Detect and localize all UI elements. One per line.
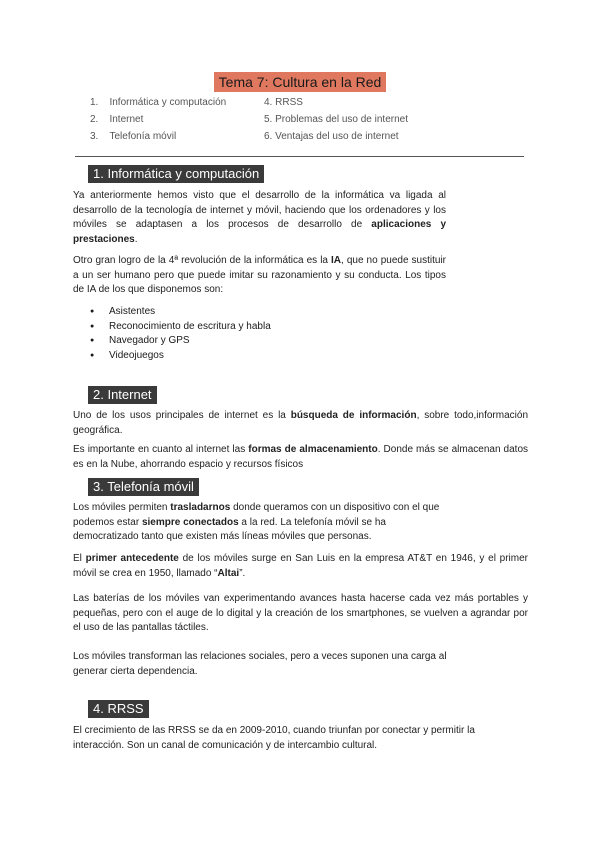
paragraph-telefonia-4: Los móviles transforman las relaciones sociales, pero a veces suponen una carga al generar cierta dependencia. — [73, 651, 447, 677]
paragraph-rrss-1: El crecimiento de las RRSS se da en 2009-2010, cuando triunfan por conectar y permitir la interacción. Son un canal de comunicación y de intercambio cultural. — [73, 725, 475, 751]
toc-item-5: 5. Problemas del uso de internet — [264, 114, 408, 125]
toc-item-1: 1. Informática y computación — [90, 97, 227, 108]
toc-item-3: 3. Telefonía móvil — [90, 131, 177, 142]
paragraph-telefonia-3: Las baterías de los móviles van experimentando avances hasta hacerse cada vez más portables y pequeñas, pero con el auge de lo digital y la creación de los smartphones, se vuelven a agrandar por el uso de las pantallas táctiles. — [73, 593, 528, 633]
list-item: ● Navegador y GPS — [90, 334, 271, 349]
paragraph-telefonia-1: Los móviles permiten trasladarnos donde queramos con un dispositivo con el que podemos estar siempre conectados a la red. La telefonía móvil se ha democratizado tanto que existen más líneas móviles que personas. — [73, 502, 440, 542]
heading-telefonia: 3. Telefonía móvil — [88, 478, 199, 496]
list-item: ● Reconocimiento de escritura y habla — [90, 320, 271, 335]
heading-internet: 2. Internet — [88, 386, 157, 404]
toc-item-2: 2. Internet — [90, 114, 144, 125]
toc-item-6: 6. Ventajas del uso de internet — [264, 131, 399, 142]
paragraph-telefonia-2: El primer antecedente de los móviles surge en San Luis en la empresa AT&T en 1946, y el primer móvil se crea en 1950, llamado “Altai”. — [73, 553, 528, 579]
paragraph-informatica-2: Otro gran logro de la 4ª revolución de la informática es la IA, que no puede sustituir a un ser humano pero que puede imitar su razonamiento y su conducta. Los tipos de IA de los que disponemos son: — [73, 255, 446, 295]
paragraph-internet-1: Uno de los usos principales de internet es la búsqueda de información, sobre todo,información geográfica. — [73, 410, 528, 436]
heading-informatica: 1. Informática y computación — [88, 165, 264, 183]
page-title: Tema 7: Cultura en la Red — [214, 72, 387, 92]
list-item: ● Asistentes — [90, 305, 271, 320]
divider — [75, 156, 524, 157]
title-wrap — [0, 72, 600, 92]
paragraph-informatica-1: Ya anteriormente hemos visto que el desarrollo de la informática va ligada al desarrollo de la tecnología de internet y móvil, haciendo que los ordenadores y los móviles se adaptasen a los procesos de desarrollo de aplicaciones y prestaciones. — [73, 190, 447, 245]
heading-rrss: 4. RRSS — [88, 700, 149, 718]
paragraph-internet-2: Es importante en cuanto al internet las formas de almacenamiento. Donde más se almacenan datos es en la Nube, ahorrando espacio y recursos físicos — [73, 444, 529, 470]
list-item: ● Videojuegos — [90, 349, 271, 364]
ia-types-list — [90, 305, 271, 363]
toc-item-4: 4. RRSS — [264, 97, 303, 108]
